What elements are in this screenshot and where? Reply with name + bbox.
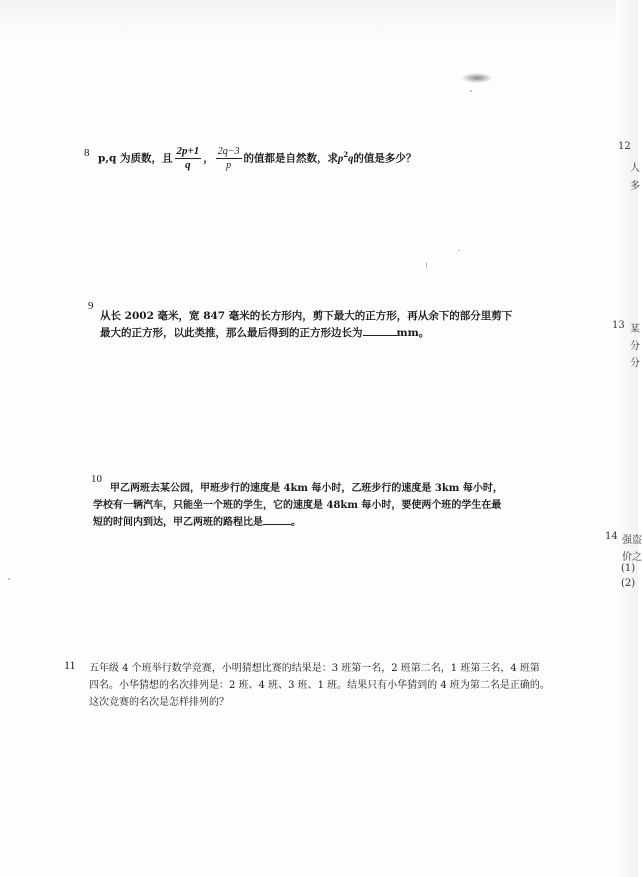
answer-blank (363, 325, 397, 336)
problem-13-number: 13 (612, 320, 625, 331)
problem-13-fragment: 分 (630, 341, 640, 352)
problem-14-fragment: (1) (621, 563, 636, 574)
dust-speck (8, 578, 10, 580)
problem-8-prefix: p,q 为质数，且 (98, 152, 173, 165)
problem-11-line-2: 四名。小华猜想的名次排列是：2 班、4 班、3 班、1 班。结果只有小华猜到的 4 班为第二名是正确的。 (89, 680, 550, 691)
dust-speck (426, 262, 427, 268)
problem-14-fragment: 价之 (622, 552, 642, 563)
dust-speck (458, 250, 460, 251)
expr-q: q (348, 153, 354, 165)
fraction-1-denominator: q (185, 159, 191, 171)
problem-text (98, 140, 416, 175)
problem-9-unit: mm。 (396, 327, 430, 339)
problem-number: 10 (91, 473, 102, 485)
expr-exponent: 2 (343, 150, 349, 159)
problem-number: 11 (64, 658, 76, 672)
problem-12-fragment: 人 (630, 163, 640, 174)
problem-number: 9 (88, 300, 94, 312)
problem-number: 8 (84, 147, 90, 159)
fraction-2 (216, 145, 242, 172)
dust-speck (470, 90, 472, 92)
problem-10-line-1: 甲乙两班去某公园，甲班步行的速度是 4km 每小时，乙班步行的速度是 3km 每小时， (110, 483, 503, 494)
problem-10-line-2: 学校有一辆汽车，只能坐一个班的学生，它的速度是 48km 每小时，要使两个班的学生在最 (93, 500, 502, 511)
ink-smudge (462, 73, 492, 83)
problem-14-fragment: 强盗 (622, 535, 642, 546)
problem-8-suffix: 的值是多少？ (353, 152, 417, 165)
problem-12-fragment: 多 (630, 181, 640, 192)
problem-10-line-3 (93, 514, 301, 531)
fraction-1-numerator: 2p+1 (176, 145, 200, 157)
scan-top-shadow (0, 0, 638, 42)
problem-11-line-1: 五年级 4 个班举行数学竞赛，小明猜想比赛的结果是：3 班第一名，2 班第二名，1 班第三名，4 班第 (89, 663, 540, 674)
problem-9-line-2-text: 最大的正方形，以此类推，那么最后得到的正方形边长为 (100, 327, 363, 339)
problem-9-line-2 (100, 325, 429, 342)
problem-10-period: 。 (291, 517, 301, 528)
page-fold-shadow (616, 0, 642, 877)
problem-14-fragment: (2) (621, 578, 636, 589)
problem-14-number: 14 (605, 531, 618, 542)
answer-blank (263, 514, 291, 525)
problem-11-line-3: 这次竞赛的名次是怎样排列的？ (89, 697, 229, 708)
problem-13-fragment: 某 (630, 324, 640, 335)
problem-12-number: 12 (618, 141, 631, 152)
fraction-2-denominator: p (226, 160, 232, 171)
fraction-1 (175, 145, 202, 172)
problem-10-line-3-text: 短的时间内到达，甲乙两班的路程比是 (93, 517, 263, 528)
separator: ， (203, 152, 214, 165)
problem-13-fragment: 分 (630, 358, 640, 369)
expr-p: p (338, 153, 344, 165)
problem-8-middle: 的值都是自然数，求 (243, 152, 339, 165)
fraction-2-numerator: 2q−3 (217, 146, 240, 157)
problem-9-line-1: 从长 2002 毫米，宽 847 毫米的长方形内，剪下最大的正方形，再从余下的部分里剪下 (100, 310, 513, 322)
